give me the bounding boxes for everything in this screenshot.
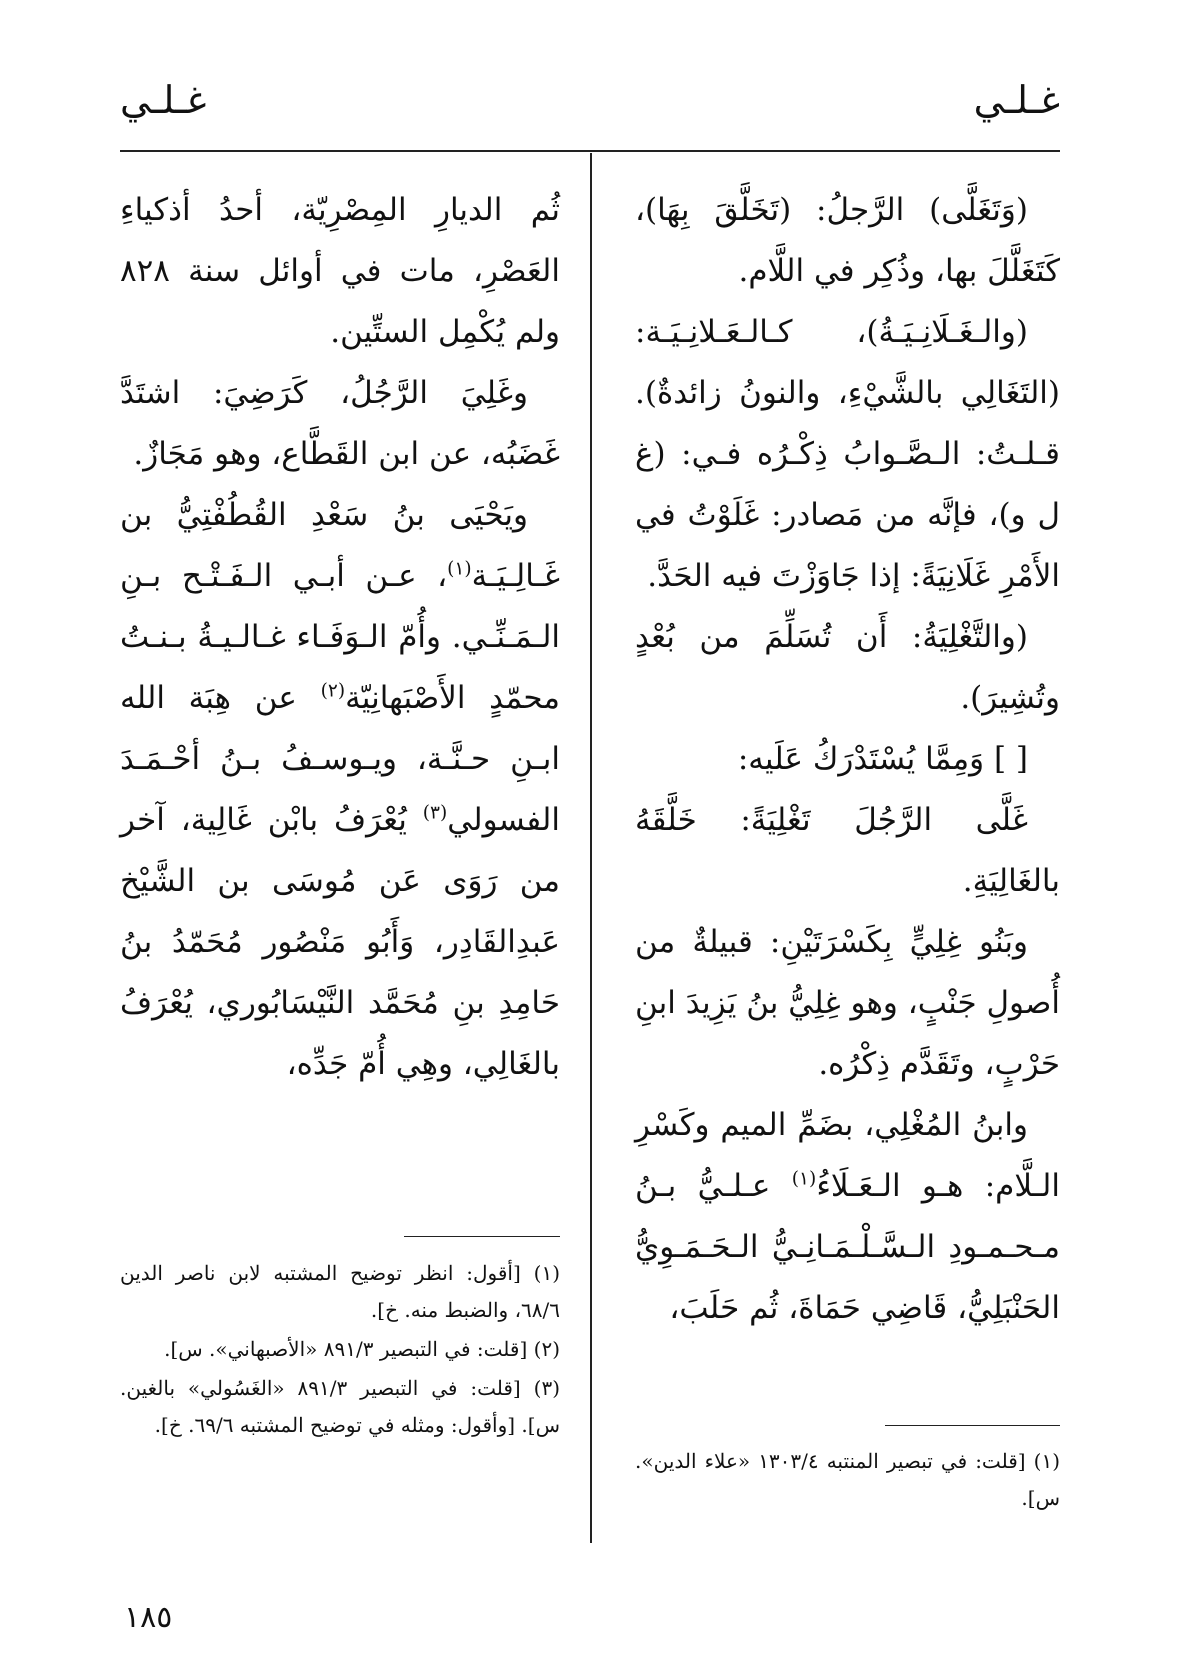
page-number: ١٨٥ <box>124 1600 173 1635</box>
text-segment: ويَحْيَى بنُ سَعْدِ القُطُفْتِيُّ بن غَـالِـيَـة <box>120 497 560 594</box>
footnote-marker: (٣) <box>422 802 448 824</box>
footnote-rule-left <box>404 1236 560 1237</box>
text-segment: ، عـن أبـي الـفَـتْـح بـنِ الـمَـنِّـي. وأُمّ الـوَفَـاء غـالـيـةُ بـنـتُ محمّدٍ الأَصْبَهانِيّة <box>120 558 560 716</box>
entry-paragraph <box>635 1095 1060 1339</box>
footnotes-right <box>635 1443 1060 1519</box>
entry-paragraph: (وَتَغَلَّى) الرَّجلُ: (تَخَلَّقَ بِهَا)، كَتَغَلَّلَ بها، وذُكِر في اللَّام. <box>635 192 1060 289</box>
text-segment: يُعْرَفُ بابْن غَالِية، آخر من رَوَى عَن مُوسَى بن الشَّيْخ عَبدِالقَادِر، وَأَبُو مَنْصُور مُحَمّدُ بنُ حَامِدِ بنِ مُحَمَّد النَّيْسَابُوري، يُعْرَفُ بالغَالِي، وهِي أُمّ جَدِّه، <box>120 802 560 1082</box>
entry-paragraph: ثُم الديارِ المِصْرِيّة، أحدُ أذكياءِ العَصْرِ، مات في أوائل سنة ٨٢٨ ولم يُكْمِل الستِّين. <box>120 192 560 350</box>
left-column <box>120 180 560 1095</box>
entry-paragraph: غَلَّى الرَّجُلَ تَغْلِيَةً: خَلَّقَهُ بالغَالِيَةِ. <box>635 802 1060 899</box>
footnotes-left <box>120 1255 560 1446</box>
footnote-marker: (١) <box>447 558 472 580</box>
entry-paragraph: (والـغَـلَانِـيَـةُ)، كـالـعَـلانِـيَـة: (التَغَالِي بالشَّيْءِ، والنونُ زائدةٌ). قـلـتُ: الـصَّـوابُ ذِكْـرُه فـي: (غ ل و)، فإنَّه من مَصادر: غَلَوْتُ في الأَمْرِ غَلَانِيَةً: إذا جَاوَزْتَ فيه الحَدَّ. <box>635 314 1060 594</box>
entry-paragraph: وبَنُو غِلِيٍّ بِكَسْرَتَيْنِ: قبيلةٌ من أُصولِ جَنْبٍ، وهو غِلِيُّ بنُ يَزِيدَ ابنِ حَرْبٍ، وتَقَدَّم ذِكْرُه. <box>635 924 1060 1082</box>
footnote: (٢) [قلت: في التبصير ٨٩١/٣ «الأصبهاني». س]. <box>164 1337 560 1361</box>
header-rule <box>120 150 1060 152</box>
footnote: (٣) [قلت: في التبصير ٨٩١/٣ «الغَسُولي» بالغين. س]. [وأقول: ومثله في توضيح المشتبه ٦٩/٦. خ]. <box>120 1376 560 1437</box>
footnote: (١) [أقول: انظر توضيح المشتبه لابن ناصر الدين ٦٨/٦، والضبط منه. خ]. <box>120 1261 560 1322</box>
column-divider <box>590 153 592 1543</box>
footnote-rule-right <box>885 1425 1060 1426</box>
footnote: (١) [قلت: في تبصير المنتبه ١٣٠٣/٤ «علاء الدين». س]. <box>635 1449 1060 1510</box>
text-segment: عن هِبَة الله ابـنِ حـنَّـة، ويـوسـفُ بـنُ أحْـمَـدَ الفسولي <box>120 680 560 838</box>
footnote-marker: (٢) <box>320 680 346 702</box>
running-head-right: غـلـي <box>973 78 1060 122</box>
entry-paragraph: (والتَّغْلِيَةُ: أَن تُسَلِّمَ من بُعْدٍ وتُشِيرَ). <box>635 619 1060 716</box>
entry-paragraph: وغَلِيَ الرَّجُلُ، كَرَضِيَ: اشتَدَّ غَضَبُه، عن ابن القَطَّاع، وهو مَجَازٌ. <box>120 375 560 472</box>
text-segment: عـلـيُّ بـنُ مـحـمـودِ الـسَّـلْـمَـانِـيُّ الـحَـمَـوِيُّ الحَنْبَلِيُّ، قَاضِي حَمَاةَ، ثُم حَلَبَ، <box>635 1168 1060 1326</box>
right-column <box>635 180 1060 1339</box>
text-segment: وابنُ المُغْلِي، بضَمِّ الميم وكَسْرِ الـلَّام: هـو الـعَـلَاءُ <box>635 1107 1060 1204</box>
running-head-left: غـلـي <box>120 78 207 122</box>
footnote-marker: (١) <box>791 1168 817 1190</box>
entry-paragraph: [ ] وَمِمَّا يُسْتَدْرَكُ عَلَيه: <box>737 741 1028 777</box>
entry-paragraph <box>120 485 560 1095</box>
